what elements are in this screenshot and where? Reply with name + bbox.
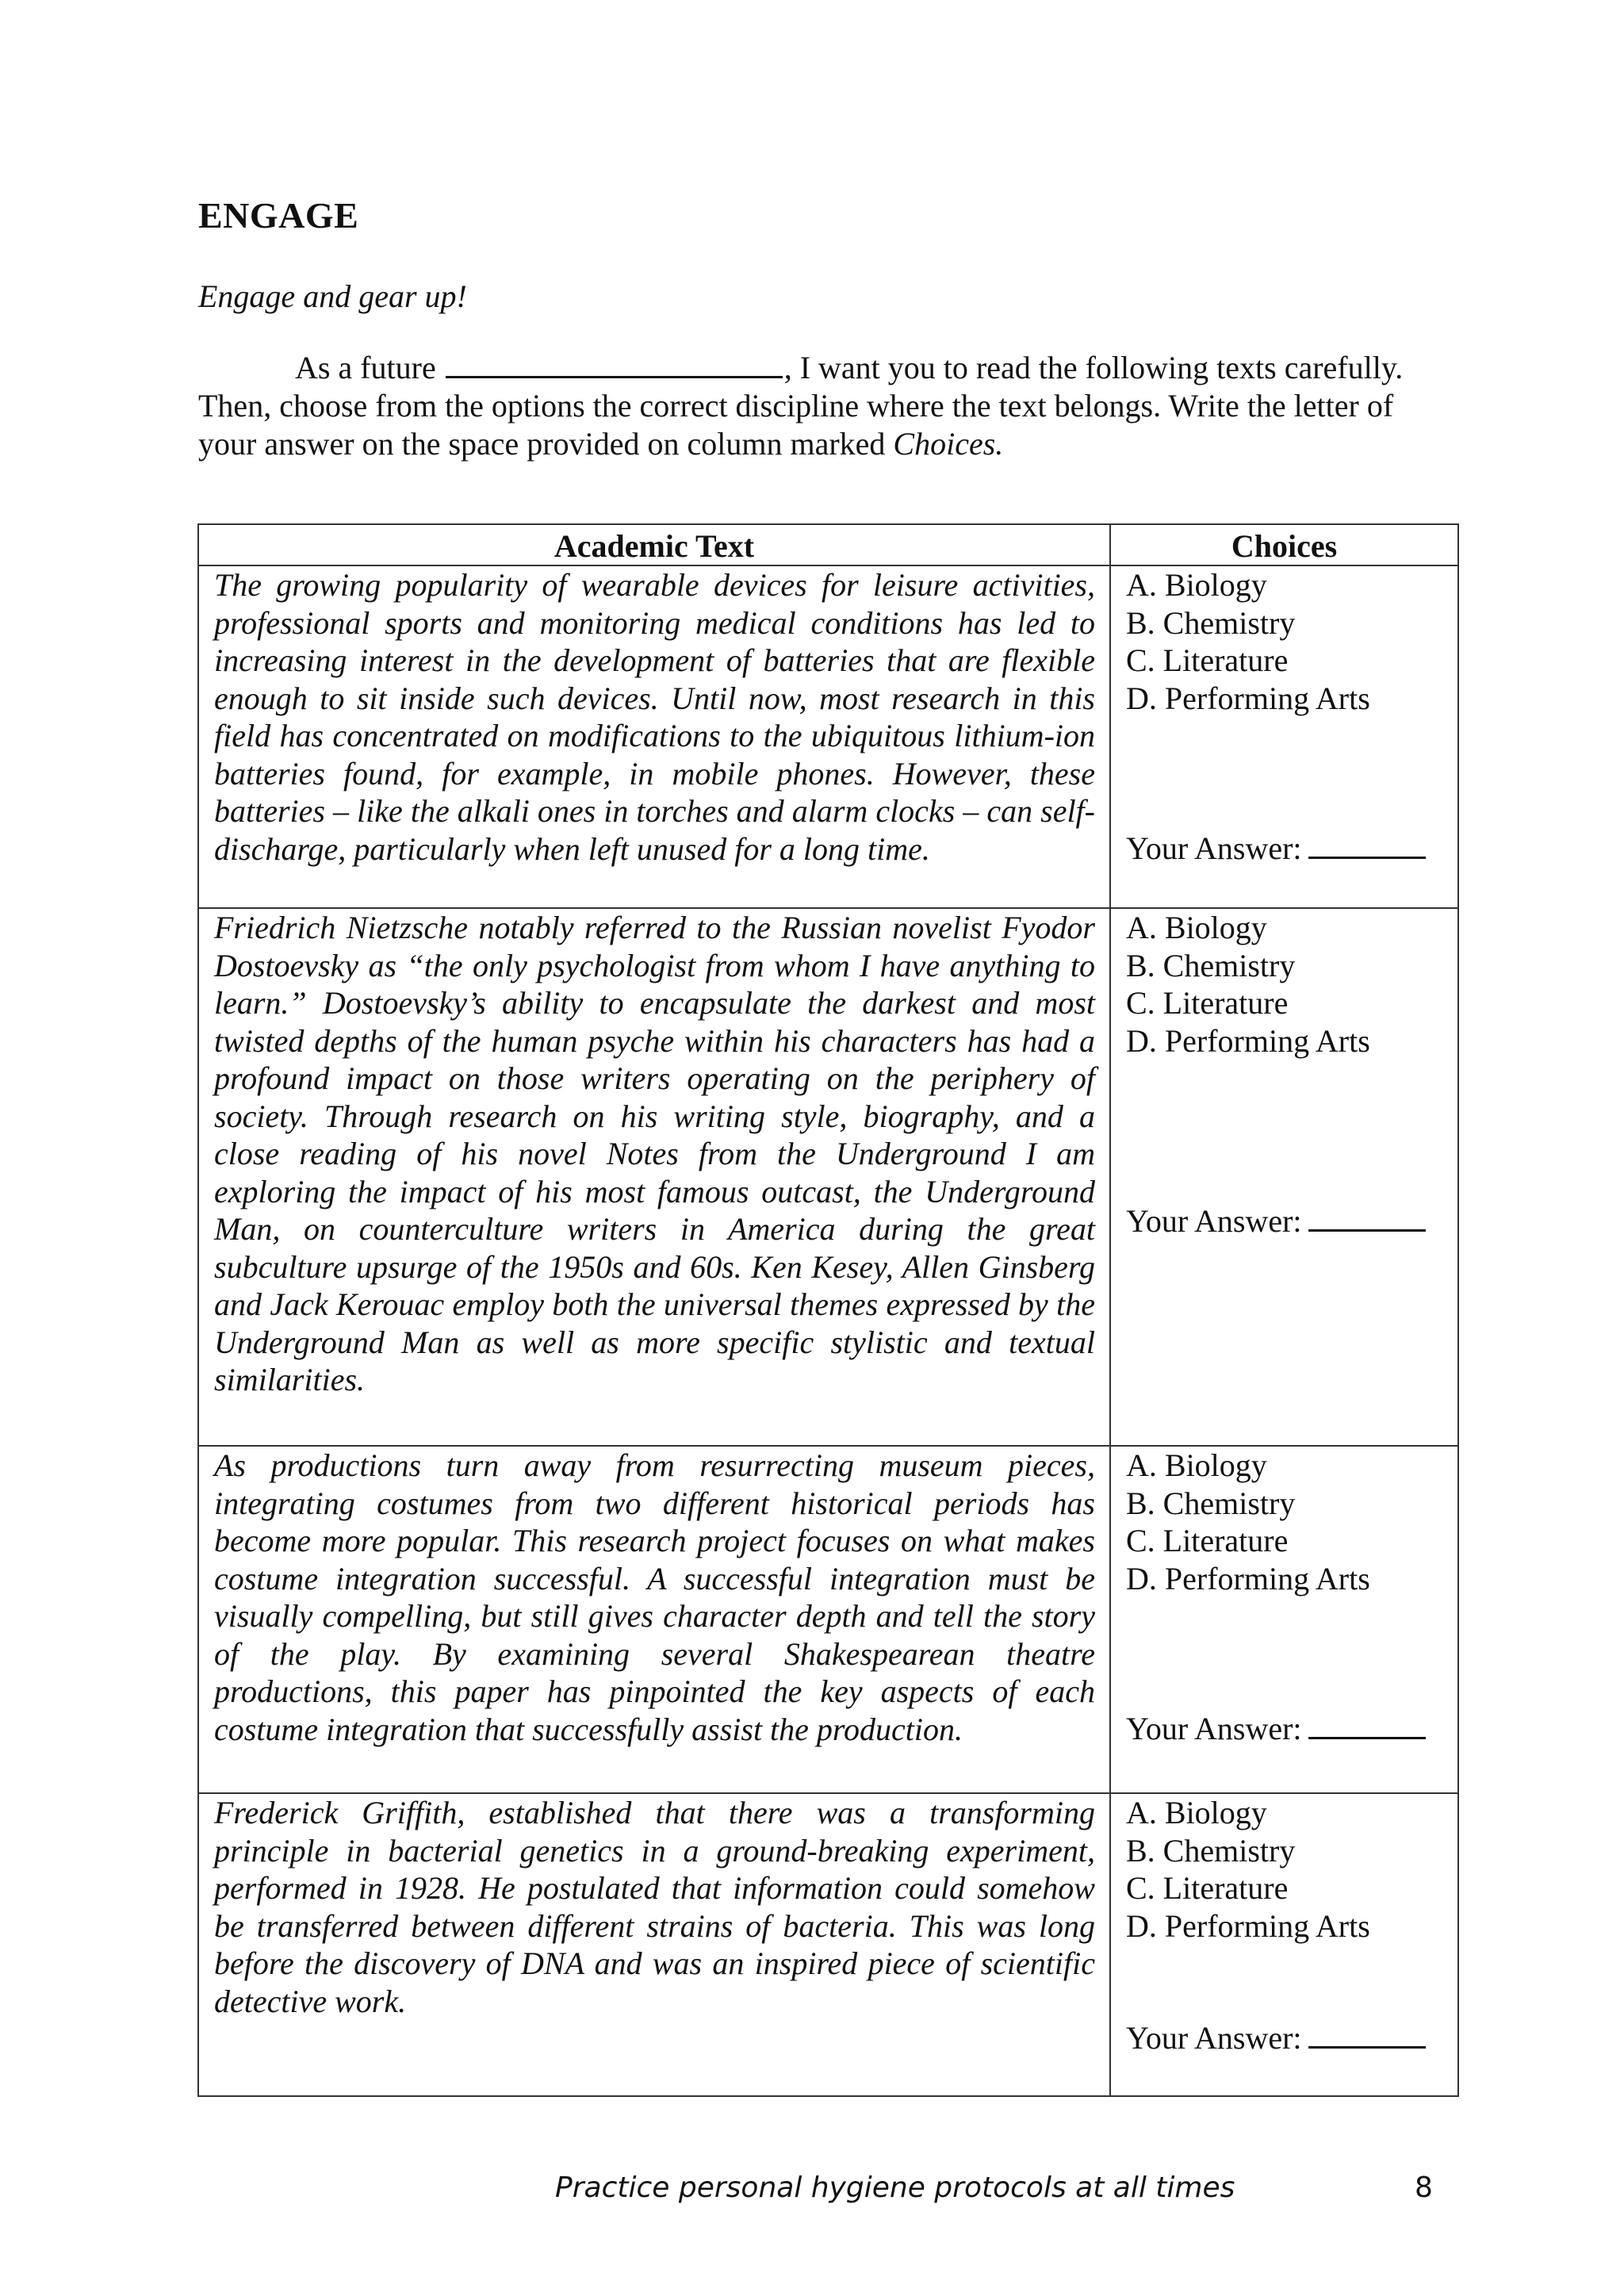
table-row bbox=[198, 1446, 1458, 1793]
header-choices: Choices bbox=[1110, 524, 1458, 565]
choice-c: C. Literature bbox=[1126, 642, 1289, 678]
table-row bbox=[198, 565, 1458, 908]
answer-label: Your Answer: bbox=[1126, 2020, 1302, 2056]
academic-text-3: As productions turn away from resurrecting museum pieces, integrating costumes from two different historical periods has become more popular. This research project focuses on what makes costume integration successful. A successful integration must be visually compelling, but still gives character depth and tell the story of the play. By examining several Shakespearean theatre productions, this paper has pinpointed the key aspects of each costume integration that successfully assist the production. bbox=[198, 1446, 1110, 1793]
choice-c: C. Literature bbox=[1126, 1523, 1289, 1558]
choice-b: B. Chemistry bbox=[1126, 947, 1296, 983]
choices-cell-2 bbox=[1110, 908, 1458, 1446]
answer-input-1[interactable] bbox=[1308, 833, 1426, 859]
choice-d: D. Performing Arts bbox=[1126, 680, 1370, 716]
section-subheading: Engage and gear up! bbox=[198, 278, 467, 314]
choice-d: D. Performing Arts bbox=[1126, 1560, 1370, 1596]
answer-label: Your Answer: bbox=[1126, 1711, 1302, 1746]
answer-input-4[interactable] bbox=[1308, 2022, 1426, 2049]
choice-d: D. Performing Arts bbox=[1126, 1907, 1370, 1944]
choices-cell-3 bbox=[1110, 1446, 1458, 1793]
instructions-paragraph bbox=[198, 349, 1443, 463]
intro-part1: As a future bbox=[295, 350, 436, 385]
table-header-row bbox=[198, 524, 1458, 565]
choices-cell-4 bbox=[1110, 1793, 1458, 2096]
choice-b: B. Chemistry bbox=[1126, 604, 1296, 641]
choice-c: C. Literature bbox=[1126, 1870, 1289, 1906]
footer-note: Practice personal hygiene protocols at all times bbox=[555, 2171, 1235, 2204]
section-heading: ENGAGE bbox=[198, 195, 359, 236]
table-row bbox=[198, 1793, 1458, 2096]
answer-input-2[interactable] bbox=[1308, 1205, 1426, 1232]
answer-label: Your Answer: bbox=[1126, 1203, 1302, 1239]
choices-cell-1 bbox=[1110, 565, 1458, 908]
answer-line-4 bbox=[1126, 2019, 1426, 2057]
table-row bbox=[198, 908, 1458, 1446]
header-academic-text: Academic Text bbox=[198, 524, 1110, 565]
academic-text-1: The growing popularity of wearable devices for leisure activities, professional sports and monitoring medical conditions has led to increasing interest in the development of batteries that are flexible enough to sit inside such devices. Until now, most research in this field has concentrated on modifications to the ubiquitous lithium-ion batteries found, for example, in mobile phones. However, these batteries – like the alkali ones in torches and alarm clocks – can self-discharge, particularly when left unused for a long time. bbox=[198, 565, 1110, 908]
academic-text-4: Frederick Griffith, established that there was a transforming principle in bacterial genetics in a ground-breaking experiment, performed in 1928. He postulated that information could somehow be transferred between different strains of bacteria. This was long before the discovery of DNA and was an inspired piece of scientific detective work. bbox=[198, 1793, 1110, 2096]
academic-text-table bbox=[197, 523, 1459, 2097]
choice-b: B. Chemistry bbox=[1126, 1485, 1296, 1521]
choice-c: C. Literature bbox=[1126, 985, 1289, 1021]
answer-line-2 bbox=[1126, 1202, 1426, 1240]
intro-emphasis: Choices. bbox=[893, 426, 1004, 462]
choice-d: D. Performing Arts bbox=[1126, 1022, 1370, 1059]
choice-a: A. Biology bbox=[1126, 910, 1267, 945]
choice-b: B. Chemistry bbox=[1126, 1832, 1296, 1869]
future-profession-blank[interactable] bbox=[446, 349, 783, 378]
answer-line-1 bbox=[1126, 830, 1426, 868]
answer-input-3[interactable] bbox=[1308, 1713, 1426, 1739]
intro-part2: , I want you to read the following texts carefully. Then, choose from the options the correct discipline where the text belongs. Write the letter of your answer on the space provided on column marked bbox=[198, 350, 1404, 462]
academic-text-2: Friedrich Nietzsche notably referred to the Russian novelist Fyodor Dostoevsky as “the only psychologist from whom I have anything to learn.” Dostoevsky’s ability to encapsulate the darkest and most twisted depths of the human psyche within his characters has had a profound impact on those writers operating on the periphery of society. Through research on his writing style, biography, and a close reading of his novel Notes from the Underground I am exploring the impact of his most famous outcast, the Underground Man, on counterculture writers in America during the great subculture upsurge of the 1950s and 60s. Ken Kesey, Allen Ginsberg and Jack Kerouac employ both the universal themes expressed by the Underground Man as well as more specific stylistic and textual similarities. bbox=[198, 908, 1110, 1446]
choice-a: A. Biology bbox=[1126, 1795, 1267, 1830]
answer-label: Your Answer: bbox=[1126, 830, 1302, 866]
page-number: 8 bbox=[1415, 2171, 1433, 2204]
choice-a: A. Biology bbox=[1126, 1447, 1267, 1483]
choice-a: A. Biology bbox=[1126, 567, 1267, 603]
answer-line-3 bbox=[1126, 1710, 1426, 1748]
